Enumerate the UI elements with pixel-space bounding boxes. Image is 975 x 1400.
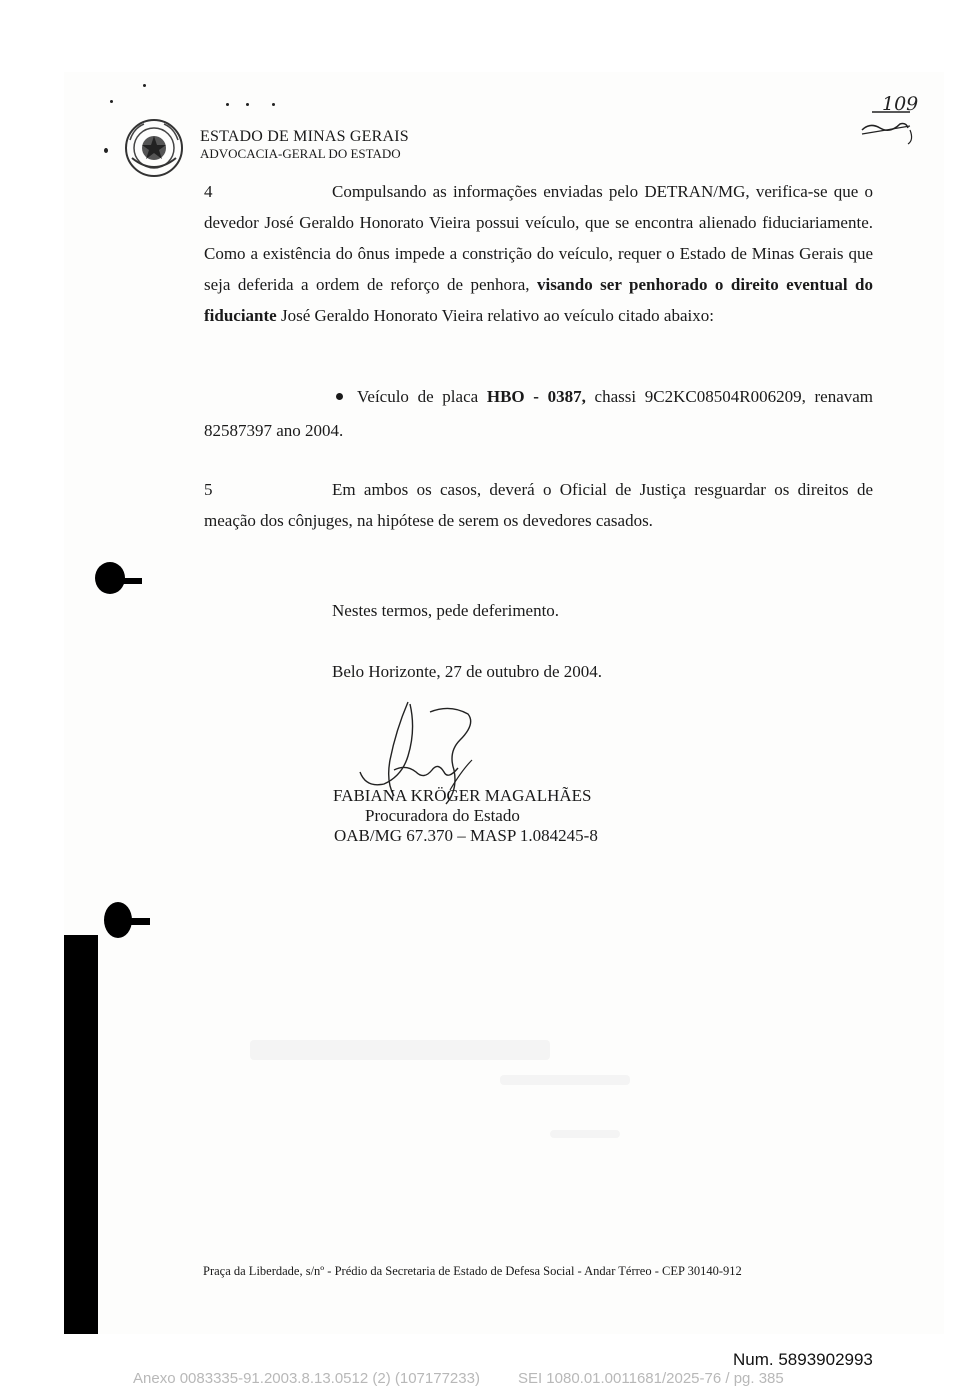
paragraph-segment: José Geraldo Honorato Vieira relativo ao veículo citado abaixo: <box>276 306 714 325</box>
department-name: ADVOCACIA-GERAL DO ESTADO <box>200 146 401 161</box>
folio-handwritten-mark <box>850 90 930 160</box>
paragraph-segment: Compulsando as informações enviadas pelo DETRAN/MG, verifica-se que o devedor José Geraldo Honorato Vieira possui veículo, que se encontra alienado fiduciariamente. Como a existência do ônus impede a constrição do veículo, requer o Estado de Minas Gerais que seja deferida a ordem de reforço de penhora, <box>204 182 873 294</box>
scan-dot <box>226 103 229 106</box>
place-and-date: Belo Horizonte, 27 de outubro de 2004. <box>332 662 603 681</box>
scan-smudge <box>500 1075 630 1085</box>
bullet-icon <box>336 393 343 400</box>
punch-hole-bottom <box>100 898 156 942</box>
paragraph-number: 4 <box>204 182 213 201</box>
vehicle-bullet <box>204 380 873 448</box>
scan-dot <box>104 148 108 153</box>
vehicle-prefix: Veículo de placa <box>357 387 487 406</box>
state-name: ESTADO DE MINAS GERAIS <box>200 128 409 145</box>
signatory-name: FABIANA KRÖGER MAGALHÃES <box>333 786 592 805</box>
scan-smudge <box>250 1040 550 1060</box>
annex-reference <box>133 1370 784 1387</box>
paragraph-number: 5 <box>204 480 213 499</box>
scan-dot <box>272 103 275 106</box>
paragraph-5 <box>204 474 873 536</box>
scan-dot <box>246 103 249 106</box>
paragraph-segment: Em ambos os casos, deverá o Oficial de Justiça resguardar os direitos de meação dos cônjuges, na hipótese de serem os devedores casados. <box>204 480 873 530</box>
paragraph-4 <box>204 176 873 331</box>
document-number: Num. 5893902993 <box>733 1350 873 1369</box>
vehicle-plate: HBO - 0387, <box>486 387 586 406</box>
closing-request: Nestes termos, pede deferimento. <box>332 601 560 620</box>
signatory-registration: OAB/MG 67.370 – MASP 1.084245-8 <box>334 826 598 845</box>
signatory-title: Procuradora do Estado <box>365 806 520 825</box>
annex-id: Anexo 0083335-91.2003.8.13.0512 (2) (107177233) <box>133 1370 480 1387</box>
coat-of-arms-icon <box>124 118 184 178</box>
scan-edge-bar <box>64 935 98 1334</box>
folio-number: 109 <box>882 93 919 115</box>
scan-dot <box>143 84 146 87</box>
vehicle-details: chassi 9C2KC08504R006209, renavam 82587397 ano 2004. <box>204 387 874 440</box>
punch-hole-top <box>92 558 148 600</box>
letterhead <box>200 128 409 162</box>
scan-smudge <box>550 1130 620 1138</box>
scan-dot <box>110 100 113 103</box>
sei-reference: SEI 1080.01.0011681/2025-76 / pg. 385 <box>517 1370 784 1387</box>
paragraph-bold-segment: visando ser penhorado o direito eventual do fiduciante <box>204 275 873 325</box>
footer-address: Praça da Liberdade, s/nº - Prédio da Secretaria de Estado de Defesa Social - Andar Térreo - CEP 30140-912 <box>203 1264 742 1278</box>
